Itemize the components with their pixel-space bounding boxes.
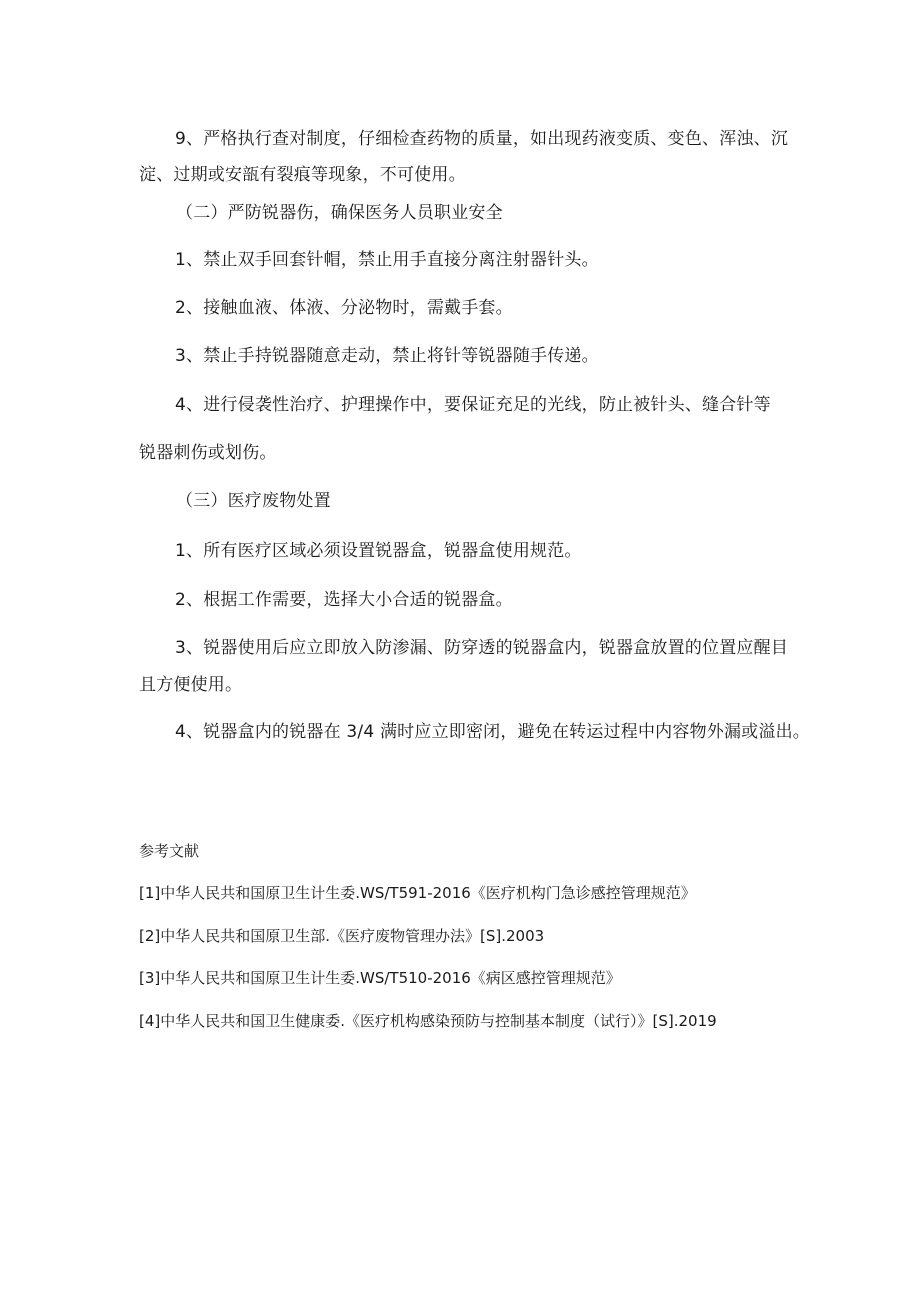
reference-item-1: [1]中华人民共和国原卫生计生委.WS/T591-2016《医疗机构门急诊感控管理规范》 xyxy=(139,884,696,902)
section-2-item-1: 1、禁止双手回套针帽，禁止用手直接分离注射器针头。 xyxy=(175,250,599,270)
reference-item-3: [3]中华人民共和国原卫生计生委.WS/T510-2016《病区感控管理规范》 xyxy=(139,969,621,987)
reference-item-4: [4]中华人民共和国卫生健康委.《医疗机构感染预防与控制基本制度（试行）》[S].2019 xyxy=(139,1012,717,1030)
paragraph-9-line-1: 9、严格执行查对制度，仔细检查药物的质量，如出现药液变质、变色、浑浊、沉 xyxy=(175,129,789,149)
section-3-item-2: 2、根据工作需要，选择大小合适的锐器盒。 xyxy=(175,590,513,610)
section-2-item-4-line-2: 锐器刺伤或划伤。 xyxy=(139,443,277,463)
section-2-item-3: 3、禁止手持锐器随意走动，禁止将针等锐器随手传递。 xyxy=(175,346,599,366)
section-3-item-3-line-1: 3、锐器使用后应立即放入防渗漏、防穿透的锐器盒内，锐器盒放置的位置应醒目 xyxy=(175,638,789,658)
section-3-heading: （三）医疗废物处置 xyxy=(176,491,331,511)
section-2-heading: （二）严防锐器伤，确保医务人员职业安全 xyxy=(176,203,503,223)
references-heading: 参考文献 xyxy=(139,842,200,860)
reference-item-2: [2]中华人民共和国原卫生部.《医疗废物管理办法》[S].2003 xyxy=(139,927,545,945)
paragraph-9-line-2: 淀、过期或安瓿有裂痕等现象，不可使用。 xyxy=(139,165,466,185)
section-3-item-4: 4、锐器盒内的锐器在 3/4 满时应立即密闭，避免在转运过程中内容物外漏或溢出。 xyxy=(175,722,810,742)
section-3-item-1: 1、所有医疗区域必须设置锐器盒，锐器盒使用规范。 xyxy=(175,541,582,561)
section-3-item-3-line-2: 且方便使用。 xyxy=(139,675,243,695)
section-2-item-4-line-1: 4、进行侵袭性治疗、护理操作中，要保证充足的光线，防止被针头、缝合针等 xyxy=(175,395,771,415)
section-2-item-2: 2、接触血液、体液、分泌物时，需戴手套。 xyxy=(175,298,513,318)
